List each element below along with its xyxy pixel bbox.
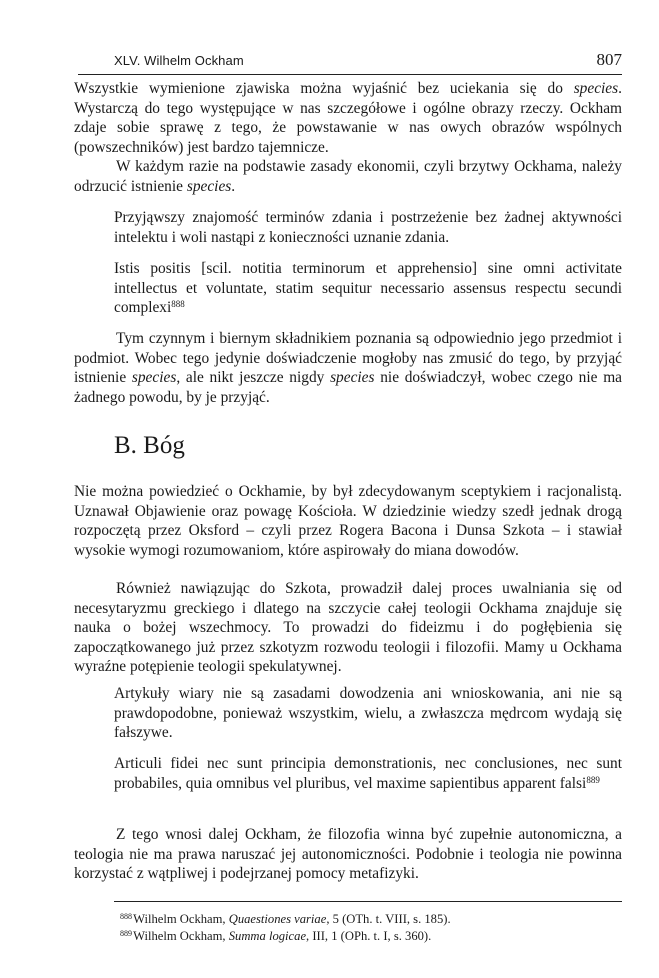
paragraph-text: , ale nikt jeszcze nigdy: [176, 369, 331, 386]
footnote-number: 889: [120, 929, 132, 938]
paragraph-text: Wszystkie wymienione zjawiska można wyjaśnić bez uciekania się do: [74, 80, 574, 97]
footnote-reference: , III, 1 (OPh. t. I, s. 360).: [306, 929, 432, 943]
paragraph-autonomy: Z tego wnosi dalej Ockham, że filozofia winna być zupełnie autonomiczna, a teologia nie ma prawa naruszać jej autonomiczności. Podobnie i teologia nie powinna korzystać z wątpliwej i podejrzanej pomocy metafizyki.: [74, 826, 622, 882]
paragraph-text: . Wystarczą do tego występujące w nas szczegółowe i ogólne obrazy rzeczy. Ockham zdaje sobie sprawę z tego, że powstawanie w nas owych obrazów wspólnych (powszechników) jest bardzo tajemnicze.: [74, 80, 622, 156]
quote-latin-1: [114, 259, 622, 318]
paragraph-active-passive: [74, 329, 622, 407]
footnote-888: [120, 911, 620, 928]
paragraph-text: .: [231, 177, 236, 195]
species-term: species: [330, 369, 375, 386]
paragraph-text: Tym czynnym i biernym składnikiem poznania są odpowiednio jego przedmiot i podmiot. Wobec tego jedynie doświadczenie mogłoby nas zmusić do tego, by przyjąć istnienie: [74, 330, 622, 386]
footnote-work-title: Summa logicae: [228, 929, 307, 943]
footnote-author: Wilhelm Ockham,: [133, 929, 229, 943]
quote-text: Articuli fidei nec sunt principia demonstrationis, nec conclusiones, nec sunt probabiles, quia omnibus vel pluribus, vel maxime sapientibus apparent falsi: [114, 755, 622, 792]
species-term: species: [186, 177, 232, 195]
running-header: [78, 52, 622, 75]
quote-latin-2: [114, 754, 622, 793]
paragraph-species-explanation: [74, 79, 622, 157]
species-term: species: [573, 80, 619, 97]
quote-polish-translation-1: Przyjąwszy znajomość terminów zdania i postrzeżenie bez żadnej aktywności intelektu i woli nastąpi z konieczności uznanie zdania.: [114, 209, 622, 246]
footnote-author: Wilhelm Ockham,: [133, 912, 229, 926]
footnote-889: [120, 928, 620, 945]
footnote-work-title: Quaestiones variae: [228, 912, 327, 926]
footnotes: [120, 911, 620, 945]
paragraph-text: nie doświadczył, wobec czego nie ma żadnego powodu, by je przyjąć.: [74, 369, 622, 406]
species-term: species: [131, 369, 177, 386]
running-title: XLV. Wilhelm Ockham: [114, 53, 244, 68]
paragraph-ockham-razor: [74, 157, 622, 196]
footnote-number: 888: [120, 912, 132, 921]
paragraph-omnipotence: Również nawiązując do Szkota, prowadził dalej proces uwalniania się od necesytaryzmu greckiego i dlatego na szczycie całej teologii Ockhama znajduje się nauka o bożej wszechmocy. To prowadzi do fideizmu i do pogłębienia się zapoczątkowanego już przez szkotyzm rozwodu teologii i filozofii. Mamy u Ockhama wyraźne potępienie teologii spekulatywnej.: [74, 580, 622, 675]
paragraph-text: W każdym razie na podstawie zasady ekonomii, czyli brzytwy Ockhama, należy odrzucić istnienie: [74, 158, 622, 195]
footnote-ref-889[interactable]: 889: [586, 774, 600, 785]
footnote-ref-888[interactable]: 888: [171, 299, 185, 309]
footnote-divider: [114, 901, 622, 902]
paragraph-skeptic: Nie można powiedzieć o Ockhamie, by był zdecydowanym sceptykiem i racjonalistą. Uznawał Objawienie oraz powagę Kościoła. W dziedzinie wiedzy szedł jednak drogą rozpoczętą przez Oksford – czyli przez Rogera Bacona i Dunsa Szkota – i stawiał wysokie wymogi rozumowaniom, które aspirowały do miana dowodów.: [74, 483, 622, 559]
quote-polish-translation-2: Artykuły wiary nie są zasadami dowodzenia ani wnioskowania, ani nie są prawdopodobne, ponieważ wszystkim, wielu, a zwłaszcza mędrcom wydają się fałszywe.: [114, 685, 622, 741]
quote-text: Istis positis [scil. notitia terminorum et apprehensio] sine omni activitate intellectus et voluntate, statim sequitur necessario assensus respectu secundi complexi: [114, 260, 622, 316]
section-title: B. Bóg: [114, 432, 185, 459]
page-number: 807: [596, 50, 622, 69]
footnote-reference: , 5 (OTh. t. VIII, s. 185).: [326, 912, 451, 926]
